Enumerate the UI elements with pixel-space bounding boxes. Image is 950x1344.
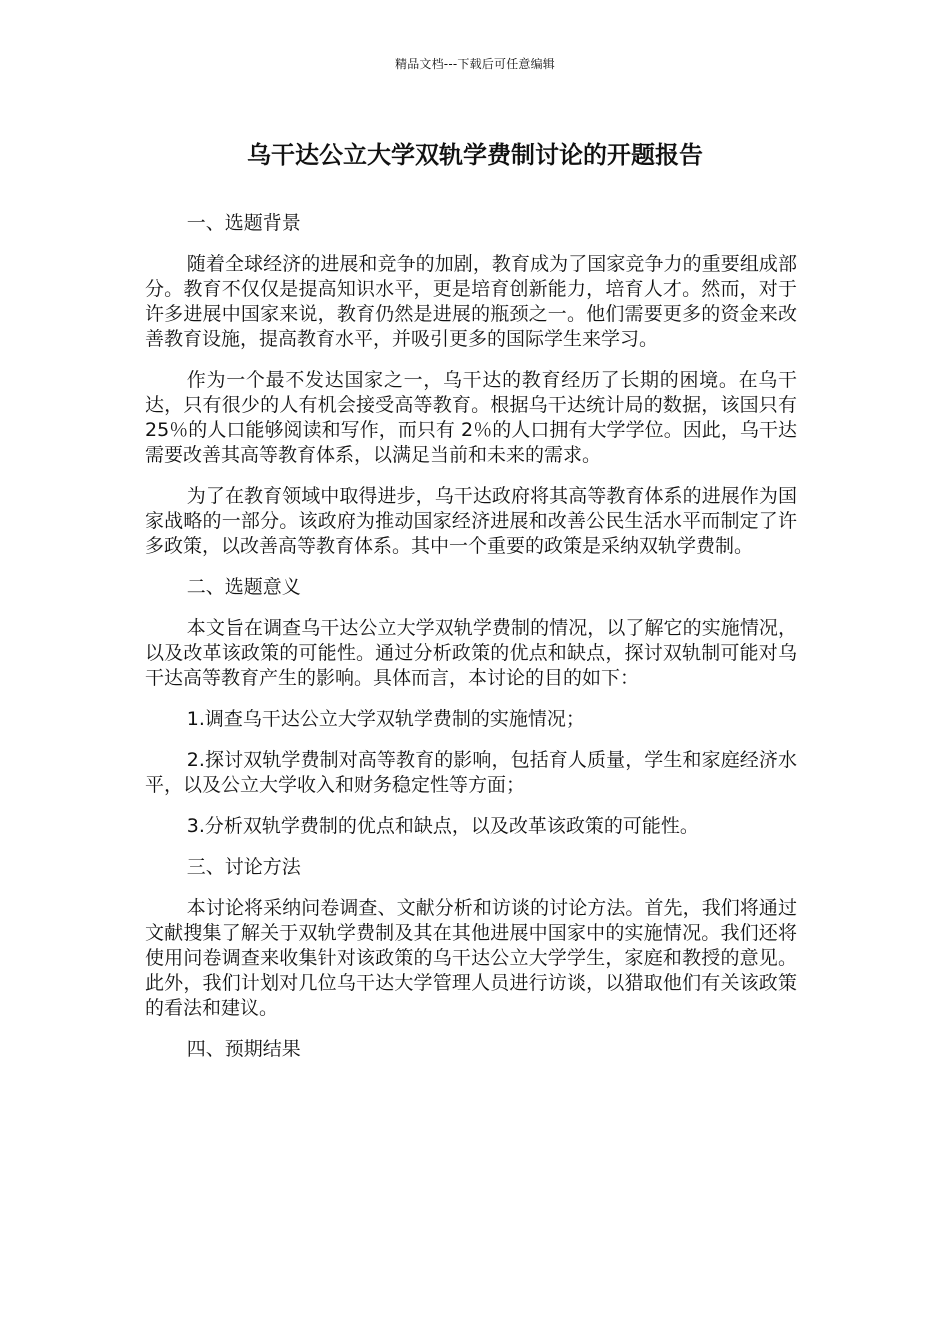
page-header: 精品文档---下载后可任意编辑 [395,57,555,71]
list-item: 2.探讨双轨学费制对高等教育的影响，包括育人质量，学生和家庭经济水平，以及公立大学收入和财务稳定性等方面； [145,749,797,796]
paragraph: 作为一个最不发达国家之一，乌干达的教育经历了长期的困境。在乌干达，只有很少的人有机会接受高等教育。根据乌干达统计局的数据，该国只有 25％的人口能够阅读和写作，而只有 2％的人口拥有大学学位。因此，乌干达需要改善其高等教育体系，以满足当前和未来的需求。 [145,369,797,466]
paragraph: 为了在教育领域中取得进步，乌干达政府将其高等教育体系的进展作为国家战略的一部分。该政府为推动国家经济进展和改善公民生活水平而制定了许多政策，以改善高等教育体系。其中一个重要的政策是采纳双轨学费制。 [145,485,797,557]
list-item: 1.调查乌干达公立大学双轨学费制的实施情况； [186,708,585,730]
section-heading-expected-results: 四、预期结果 [186,1038,301,1060]
section-heading-background: 一、选题背景 [186,212,301,234]
paragraph: 本文旨在调查乌干达公立大学双轨学费制的情况，以了解它的实施情况，以及改革该政策的可能性。通过分析政策的优点和缺点，探讨双轨制可能对乌干达高等教育产生的影响。具体而言，本讨论的目的如下： [145,617,797,689]
paragraph: 随着全球经济的进展和竞争的加剧，教育成为了国家竞争力的重要组成部分。教育不仅仅是提高知识水平，更是培育创新能力，培育人才。然而，对于许多进展中国家来说，教育仍然是进展的瓶颈之一。他们需要更多的资金来改善教育设施，提高教育水平，并吸引更多的国际学生来学习。 [145,253,797,350]
section-heading-significance: 二、选题意义 [186,576,301,598]
document-title: 乌干达公立大学双轨学费制讨论的开题报告 [247,141,703,169]
section-heading-methods: 三、讨论方法 [186,856,301,878]
document-body [145,211,797,1078]
list-item: 3.分析双轨学费制的优点和缺点，以及改革该政策的可能性。 [186,815,699,837]
paragraph: 本讨论将采纳问卷调查、文献分析和访谈的讨论方法。首先，我们将通过文献搜集了解关于双轨学费制及其在其他进展中国家中的实施情况。我们还将使用问卷调查来收集针对该政策的乌干达公立大学学生，家庭和教授的意见。此外，我们计划对几位乌干达大学管理人员进行访谈，以猎取他们有关该政策的看法和建议。 [145,897,797,1019]
